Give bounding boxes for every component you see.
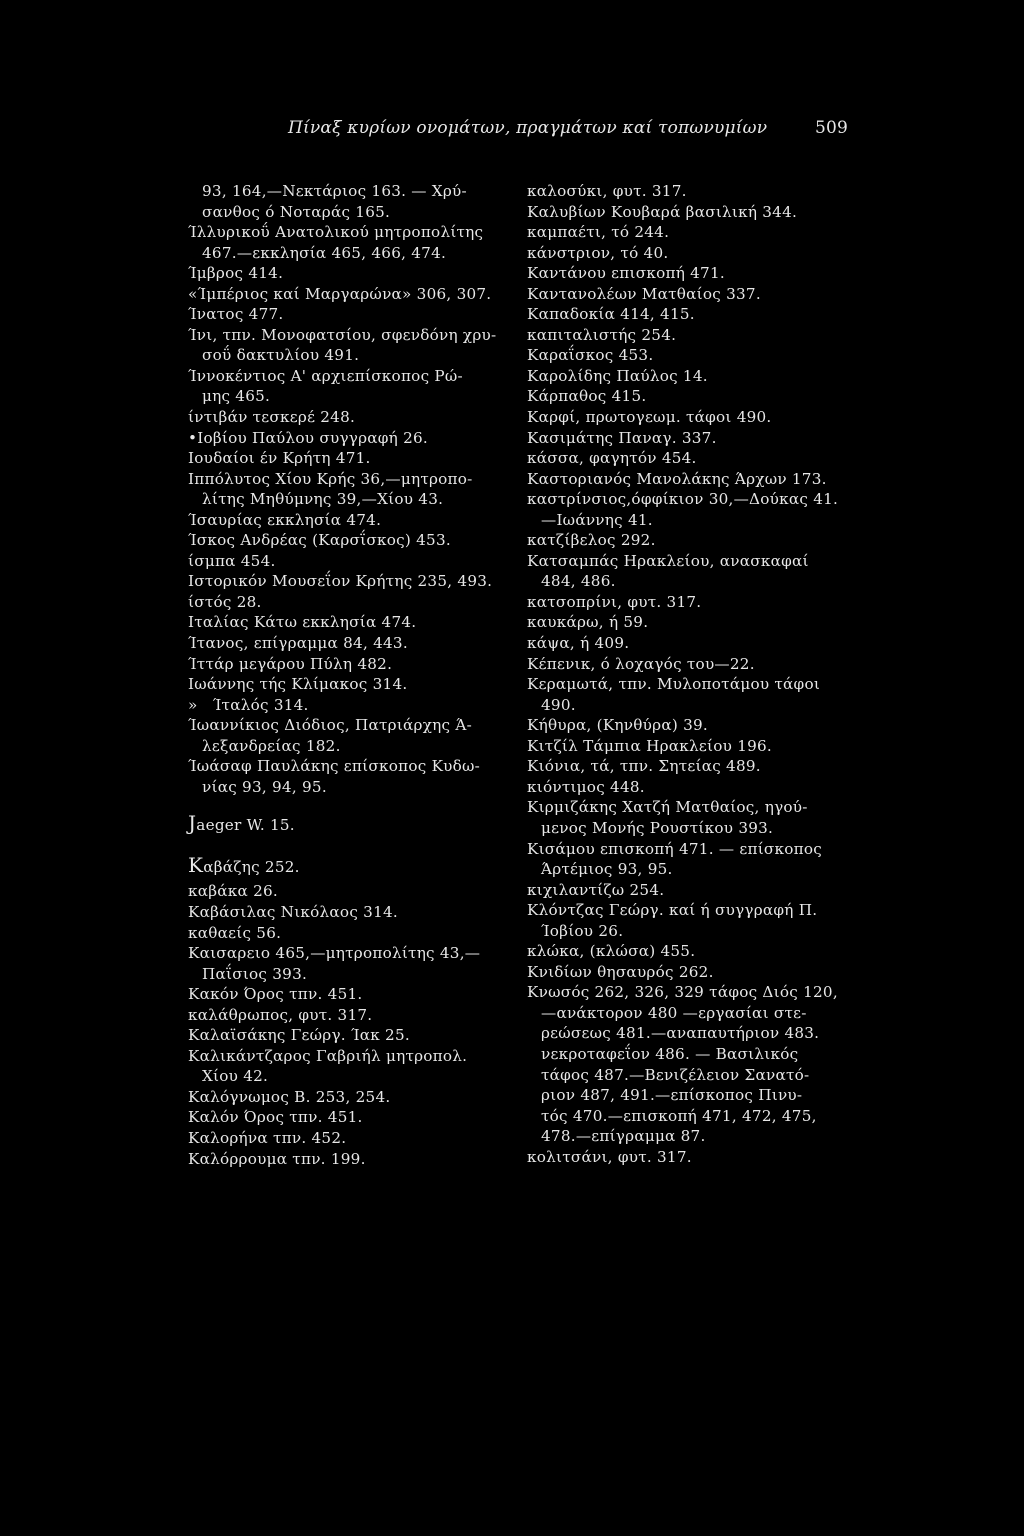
index-entry: Jaeger W. 15. [188, 811, 295, 836]
index-entry: Καλόγνωμος Β. 253, 254. [188, 1087, 391, 1106]
index-entry: Κατσαμπάς Ηρακλείου, ανασκαφαί [527, 551, 809, 570]
index-entry: ίντιβάν τεσκερέ 248. [188, 408, 356, 427]
index-entry: Παΐσιος 393. [202, 964, 308, 983]
index-entry: Καρφί, πρωτογεωμ. τάφοι 490. [527, 408, 772, 427]
index-entry: Ίμβρος 414. [188, 264, 284, 283]
index-entry: Κήθυρα, (Κηνθύρα) 39. [527, 716, 708, 735]
spacer [188, 839, 506, 851]
index-entry: Ίωάσαφ Παυλάκης επίσκοπος Κυδω- [188, 757, 481, 776]
index-entry: μης 465. [202, 387, 271, 406]
index-entry: νεκροταφεΐον 486. — Βασιλικός [541, 1044, 799, 1063]
index-entry: νίας 93, 94, 95. [202, 777, 327, 796]
index-entry: καθαείς 56. [188, 923, 282, 942]
index-entry: Καλόρρουμα τπν. 199. [188, 1149, 366, 1168]
index-entry: Χίου 42. [202, 1067, 269, 1086]
index-entry: 478.—επίγραμμα 87. [541, 1127, 706, 1146]
index-entry: Κιρμιζάκης Χατζή Ματθαίος, ηγού- [527, 798, 808, 817]
index-entry: Ιππόλυτος Χίου Κρής 36,—μητροπο- [188, 469, 473, 488]
index-entry: Κνωσός 262, 326, 329 τάφος Διός 120, [527, 983, 838, 1002]
index-entry: κατζίβελος 292. [527, 531, 656, 550]
index-entry: καστρίνσιος,όφφίκιον 30,—Δούκας 41. [527, 490, 839, 509]
index-entry: Κέπενικ, ό λοχαγός του—22. [527, 654, 755, 673]
page-number: 509 [814, 118, 848, 138]
index-entry: Ίσκος Ανδρέας (Καρσΐσκος) 453. [188, 531, 451, 550]
index-entry: Καστοριανός Μανολάκης Άρχων 173. [527, 469, 827, 488]
index-entry: Καντανολέων Ματθαίος 337. [527, 284, 761, 303]
index-entry: τάφος 487.—Βενιζέλειον Σανατό- [541, 1065, 810, 1084]
index-entry: καμπαέτι, τό 244. [527, 223, 670, 242]
index-entry: —Ιωάννης 41. [541, 510, 653, 529]
index-entry: 93, 164,—Νεκτάριος 163. — Χρύ- [202, 182, 467, 200]
index-entry: Κισάμου επισκοπή 471. — επίσκοπος [527, 839, 823, 858]
index-entry: Ίσαυρίας εκκλησία 474. [188, 510, 382, 529]
index-entry: Κλόντζας Γεώργ. καί ή συγγραφή Π. [527, 901, 818, 920]
index-entry: Ιωάννης τής Κλίμακος 314. [188, 675, 408, 694]
index-entry: Άρτέμιος 93, 95. [541, 860, 673, 879]
index-entry: Ιστορικόν Μουσεΐον Κρήτης 235, 493. [188, 572, 493, 591]
spacer [188, 797, 506, 809]
index-entry: Καλαϊσάκης Γεώργ. Ίακ 25. [188, 1026, 410, 1045]
index-entry: κιχιλαντίζω 254. [527, 880, 665, 899]
index-entry: καλάθρωπος, φυτ. 317. [188, 1005, 373, 1024]
index-entry: κάψα, ή 409. [527, 634, 630, 653]
index-entry: κατσοπρίνι, φυτ. 317. [527, 592, 702, 611]
page-header [288, 118, 848, 146]
index-entry: κολιτσάνι, φυτ. 317. [527, 1147, 692, 1166]
index-entry: κιόντιμος 448. [527, 777, 645, 796]
index-entry: Ίνατος 477. [188, 305, 284, 324]
index-entry: •Ιοβίου Παύλου συγγραφή 26. [188, 428, 429, 447]
index-entry: καλοσύκι, φυτ. 317. [527, 182, 687, 200]
index-entry: Καισαρειο 465,—μητροπολίτης 43,— [188, 944, 481, 963]
index-entry: «Ίμπέριος καί Μαργαρώνα» 306, 307. [188, 284, 492, 303]
index-entry: 490. [541, 695, 576, 714]
index-entry: » Ίταλός 314. [188, 695, 309, 714]
index-entry: λεξανδρείας 182. [202, 736, 341, 755]
index-entry: ριον 487, 491.—επίσκοπος Πινυ- [541, 1086, 803, 1105]
index-entry: Κασιμάτης Παναγ. 337. [527, 428, 717, 447]
index-entry: Καλικάντζαρος Γαβριήλ μητροπολ. [188, 1046, 468, 1065]
index-entry: Καβάσιλας Νικόλαος 314. [188, 902, 398, 921]
index-entry: Κεραμωτά, τπν. Μυλοποτάμου τάφοι [527, 675, 821, 694]
index-entry: Ίωαννίκιος Διόδιος, Πατριάρχης Ά- [188, 716, 472, 735]
index-entry: Καντάνου επισκοπή 471. [527, 264, 725, 283]
index-entry: Καραΐσκος 453. [527, 346, 654, 365]
index-column-right [527, 181, 857, 1167]
index-entry: Κιτζίλ Τάμπια Ηρακλείου 196. [527, 736, 773, 755]
index-entry: Ίττάρ μεγάρου Πύλη 482. [188, 654, 393, 673]
index-entry: σανθος ό Νοταράς 165. [202, 202, 391, 221]
index-entry: Ίοβίου 26. [541, 921, 624, 940]
index-entry: καβάκα 26. [188, 882, 279, 901]
index-entry: κάσσα, φαγητόν 454. [527, 449, 697, 468]
index-entry: Καρολίδης Παύλος 14. [527, 366, 708, 385]
index-entry: λίτης Μηθύμνης 39,—Χίου 43. [202, 490, 444, 509]
index-entry: 467.—εκκλησία 465, 466, 474. [202, 243, 447, 262]
index-entry: μενος Μονής Ρουστίκου 393. [541, 818, 774, 837]
index-entry: ρεώσεως 481.—αναπαυτήριον 483. [541, 1024, 820, 1043]
index-entry: Ίλλυρικοΰ Ανατολικού μητροπολίτης [188, 223, 484, 242]
index-entry: κλώκα, (κλώσα) 455. [527, 942, 696, 961]
index-entry: —ανάκτορον 480 —εργασίαι στε- [541, 1003, 807, 1022]
index-entry: Καλορήνα τπν. 452. [188, 1128, 347, 1147]
index-entry: ίσμπα 454. [188, 551, 276, 570]
index-entry: Ίνι, τπν. Μονοφατσίου, σφενδόνη χρυ- [188, 325, 497, 344]
page-title: Πίναξ κυρίων ονομάτων, πραγμάτων καί τοπωνυμίων [288, 118, 768, 138]
index-entry: τός 470.—επισκοπή 471, 472, 475, [541, 1106, 817, 1125]
index-entry: καπιταλιστής 254. [527, 325, 677, 344]
index-entry: Ιουδαίοι έν Κρήτη 471. [188, 449, 371, 468]
index-entry: κάνστριον, τό 40. [527, 243, 669, 262]
index-entry: Καβάζης 252. [188, 853, 300, 878]
index-entry: Κακόν Όρος τπν. 451. [188, 985, 363, 1004]
index-entry: Καλυβίων Κουβαρά βασιλική 344. [527, 202, 798, 221]
index-entry: καυκάρω, ή 59. [527, 613, 649, 632]
index-entry: Κνιδίων θησαυρός 262. [527, 962, 714, 981]
index-entry: Καπαδοκία 414, 415. [527, 305, 695, 324]
index-entry: Ίννοκέντιος Α' αρχιεπίσκοπος Ρώ- [188, 366, 463, 385]
index-column-left [188, 181, 506, 1169]
index-entry: 484, 486. [541, 572, 616, 591]
index-entry: ίστός 28. [188, 592, 262, 611]
index-entry: Ιταλίας Κάτω εκκλησία 474. [188, 613, 417, 632]
index-entry: Κιόνια, τά, τπν. Σητείας 489. [527, 757, 761, 776]
index-entry: Κάρπαθος 415. [527, 387, 647, 406]
index-entry: Καλόν Όρος τπν. 451. [188, 1108, 363, 1127]
index-entry: σοΰ δακτυλίου 491. [202, 346, 360, 365]
index-entry: Ίτανος, επίγραμμα 84, 443. [188, 634, 408, 653]
